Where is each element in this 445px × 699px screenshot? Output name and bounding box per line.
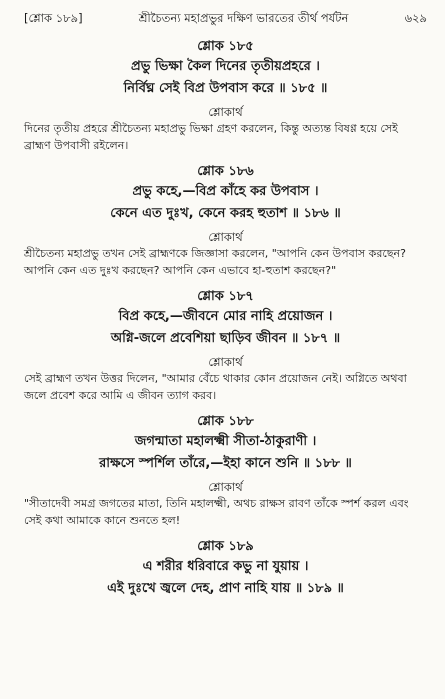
verse-line: এই দুঃখে জ্বলে দেহ, প্রাণ নাহি যায় ॥ ১৮৯ ॥: [107, 581, 344, 596]
verse-heading: শ্লোক ১৮৬: [197, 164, 254, 179]
translation-text: "সীতাদেবী সমগ্র জগতের মাতা, তিনি মহালক্ষ্মী, অথচ রাক্ষস রাবণ তাঁকে স্পর্শ করল এবং সেই কথা আমাকে কানে শুনতে হল!: [24, 497, 409, 527]
translation-label: শ্লোকার্থ: [208, 230, 243, 244]
verse-heading: শ্লোক ১৮৫: [197, 39, 254, 54]
header-page-number: ৬২৯: [404, 11, 427, 25]
translation-label: শ্লোকার্থ: [208, 105, 243, 119]
header-title: শ্রীচৈতন্য মহাপ্রভুর দক্ষিণ ভারতের তীর্থ পর্যটন: [138, 11, 349, 25]
verse-heading: শ্লোক ১৮৭: [197, 289, 254, 304]
verse-block-189: [24, 539, 427, 599]
verse-block-186: [24, 164, 427, 279]
verse-line: রাক্ষসে স্পর্শিল তাঁরে,—ইহা কানে শুনি ॥ ১৮৮ ॥: [99, 456, 352, 471]
verse-line: নির্বিঘ্ন সেই বিপ্র উপবাস করে ॥ ১৮৫ ॥: [123, 81, 328, 96]
translation-label: শ্লোকার্থ: [208, 480, 243, 494]
verse-line: বিপ্র কহে,—জীবনে মোর নাহি প্রয়োজন ।: [118, 309, 333, 324]
verse-block-185: [24, 39, 427, 154]
verse-line: কেনে এত দুঃখ, কেনে করহ হুতাশ ॥ ১৮৬ ॥: [110, 206, 341, 221]
verse-line: প্রভু ভিক্ষা কৈল দিনের তৃতীয়প্রহরে ।: [131, 59, 320, 74]
verse-block-188: [24, 414, 427, 529]
verse-line: জগন্মাতা মহালক্ষ্মী সীতা-ঠাকুরাণী ।: [134, 434, 317, 449]
verse-line: প্রভু কহে,—বিপ্র কাঁহে কর উপবাস ।: [132, 184, 319, 199]
verse-heading: শ্লোক ১৮৮: [197, 414, 254, 429]
verse-line: অগ্নি-জলে প্রবেশিয়া ছাড়িব জীবন ॥ ১৮৭ ॥: [110, 331, 341, 346]
translation-text: শ্রীচৈতন্য মহাপ্রভু তখন সেই ব্রাহ্মণকে জিজ্ঞাসা করলেন, "আপনি কেন উপবাস করছেন? আপনি কেন এত দুঃখ করছেন? আপনি কেন এভাবে হা-হুতাশ করছেন?": [24, 247, 406, 277]
header-verse-range: [শ্লোক ১৮৯]: [24, 11, 83, 25]
translation-label: শ্লোকার্থ: [208, 355, 243, 369]
verse-heading: শ্লোক ১৮৯: [197, 539, 254, 554]
verse-line: এ শরীর ধরিবারে কভু না যুয়ায় ।: [142, 559, 309, 574]
running-header: [24, 10, 427, 29]
translation-text: সেই ব্রাহ্মণ তখন উত্তর দিলেন, "আমার বেঁচে থাকার কোন প্রয়োজন নেই। অগ্নিতে অথবা জলে প্রবেশ করে আমি এ জীবন ত্যাগ করব।: [24, 372, 407, 402]
verse-block-187: [24, 289, 427, 404]
translation-text: দিনের তৃতীয় প্রহরে শ্রীচৈতন্য মহাপ্রভু ভিক্ষা গ্রহণ করলেন, কিন্তু অত্যন্ত বিষণ্ণ হয়ে সেই ব্রাহ্মণ উপবাসী রইলেন।: [24, 122, 398, 152]
